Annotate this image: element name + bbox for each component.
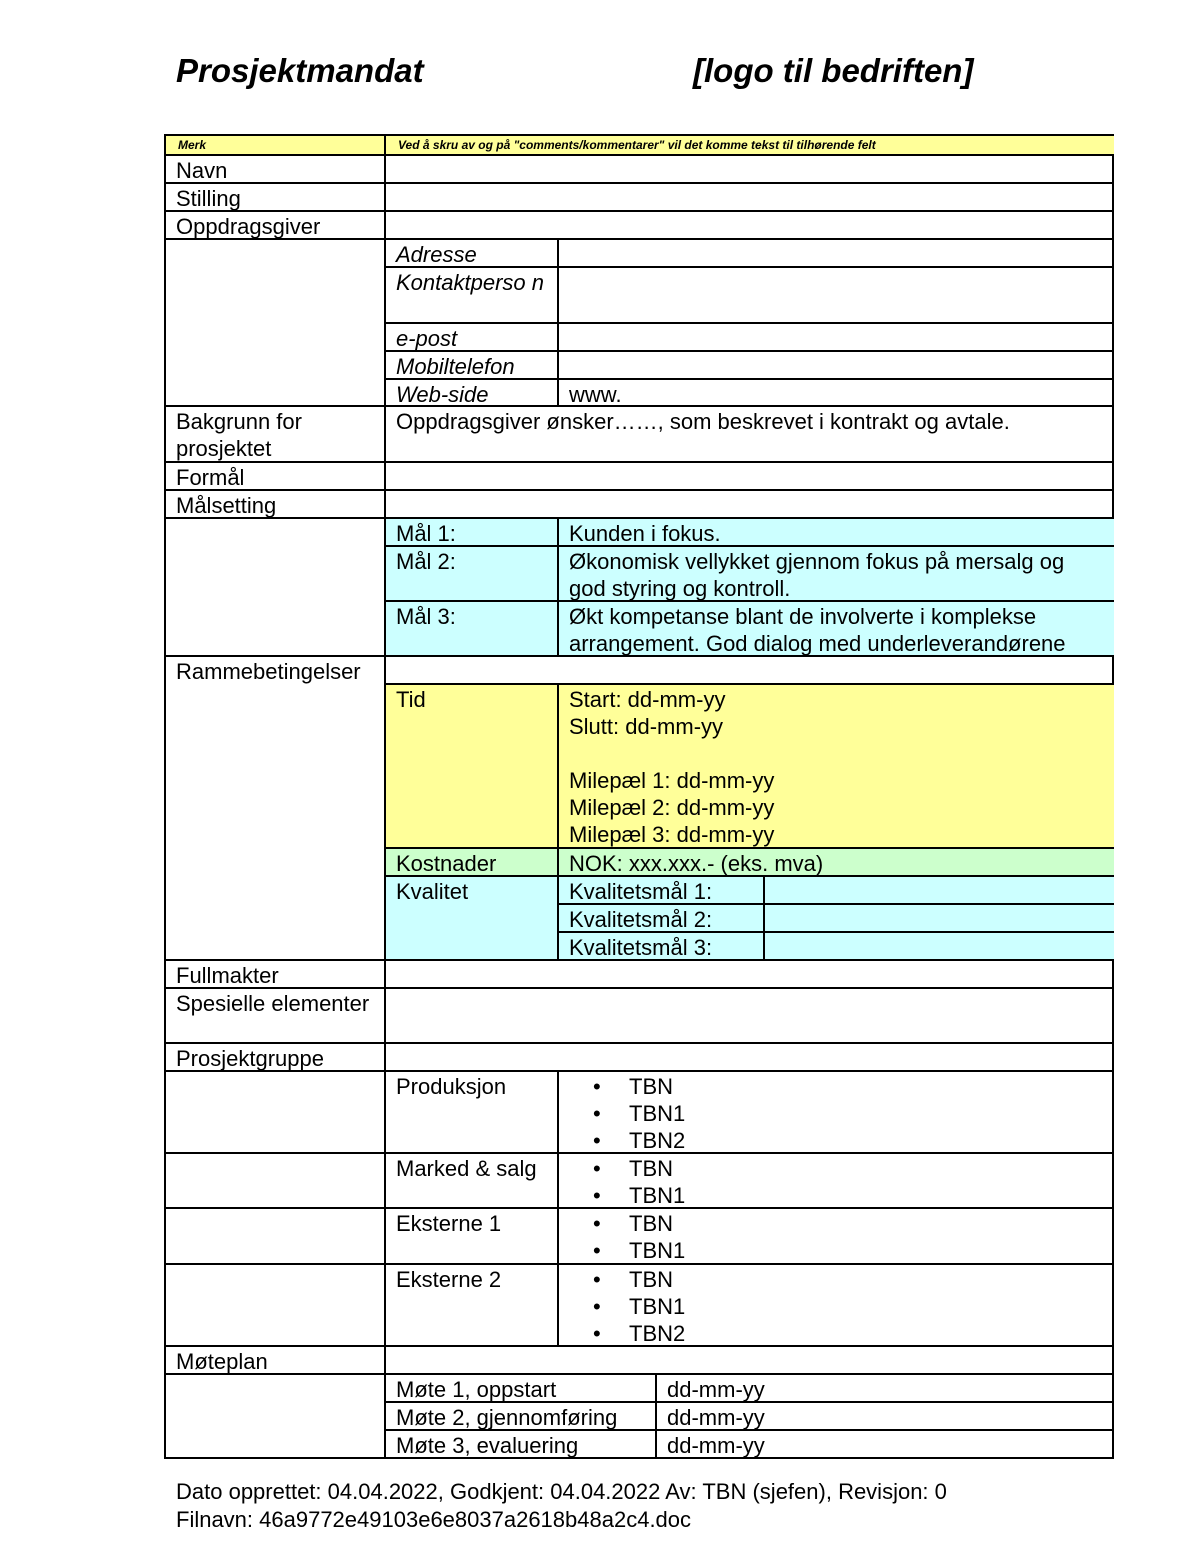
label-kontaktperson: Kontaktperso n — [386, 268, 559, 324]
member-item: • TBN — [559, 1266, 1104, 1293]
label-kvalitet: Kvalitet — [386, 877, 559, 961]
label-oppdragsgiver: Oppdragsgiver — [166, 212, 386, 240]
label-webside: Web-side — [386, 380, 559, 407]
member-item: • TBN1 — [559, 1293, 1104, 1320]
goal-text[interactable]: Økonomisk vellykket gjennom fokus på mersalg og god styring og kontroll. — [559, 547, 1114, 602]
goal-text[interactable]: Økt kompetanse blant de involverte i komplekse arrangement. God dialog med underleverandørene — [559, 602, 1114, 657]
field-bakgrunn[interactable]: Oppdragsgiver ønsker……, som beskrevet i kontrakt og avtale. — [386, 407, 1114, 463]
field-formal[interactable] — [386, 463, 1114, 491]
group-members[interactable] — [559, 1072, 1114, 1154]
tid-line — [569, 740, 1104, 767]
tid-line: Milepæl 3: dd-mm-yy — [569, 822, 775, 847]
meeting-label: Møte 3, evaluering — [386, 1431, 657, 1459]
member-item: • TBN1 — [559, 1237, 1104, 1264]
member-item: • TBN1 — [559, 1100, 1104, 1127]
field-moteplan[interactable] — [386, 1347, 1114, 1375]
kvalitet-item: Kvalitetsmål 2: — [559, 905, 765, 933]
label-navn: Navn — [166, 156, 386, 184]
group-spacer — [166, 1209, 386, 1265]
group-spacer — [166, 1154, 386, 1209]
tid-line: Start: dd-mm-yy — [569, 687, 726, 712]
field-stilling[interactable] — [386, 184, 1114, 212]
group-spacer — [166, 1072, 386, 1154]
member-item: • TBN1 — [559, 1182, 1104, 1209]
contact-spacer — [166, 240, 386, 407]
group-members[interactable] — [559, 1209, 1114, 1265]
tid-line: Milepæl 2: dd-mm-yy — [569, 795, 775, 820]
meeting-label: Møte 2, gjennomføring — [386, 1403, 657, 1431]
tid-line: Slutt: dd-mm-yy — [569, 714, 724, 739]
field-navn[interactable] — [386, 156, 1114, 184]
field-kontaktperson[interactable] — [559, 268, 1114, 324]
label-spesielle: Spesielle elementer — [166, 989, 386, 1044]
goal-label: Mål 3: — [386, 602, 559, 657]
kvalitet-value[interactable] — [765, 905, 1114, 933]
goals-spacer — [166, 519, 386, 657]
meeting-date[interactable]: dd-mm-yy — [667, 1433, 765, 1458]
field-tid[interactable] — [559, 685, 1114, 849]
group-members[interactable] — [559, 1154, 1114, 1209]
field-spesielle[interactable] — [386, 989, 1114, 1044]
group-members[interactable] — [559, 1265, 1114, 1347]
kvalitet-value[interactable] — [765, 877, 1114, 905]
group-label: Marked & salg — [386, 1154, 559, 1209]
field-kostnader[interactable]: NOK: xxx.xxx.- (eks. mva) — [559, 849, 1114, 877]
field-oppdragsgiver[interactable] — [386, 212, 1114, 240]
label-fullmakter: Fullmakter — [166, 961, 386, 989]
goal-label: Mål 2: — [386, 547, 559, 602]
label-tid: Tid — [386, 685, 559, 849]
label-bakgrunn: Bakgrunn for prosjektet — [166, 407, 386, 463]
footer-date-line: Dato opprettet: 04.04.2022, Godkjent: 04.04.2022 Av: TBN (sjefen), Revisjon: 0 — [176, 1479, 947, 1504]
group-spacer — [166, 1265, 386, 1347]
group-label: Produksjon — [386, 1072, 559, 1154]
member-item: • TBN2 — [559, 1127, 1104, 1154]
field-mobil[interactable] — [559, 352, 1114, 380]
kvalitet-item: Kvalitetsmål 3: — [559, 933, 765, 961]
label-adresse: Adresse — [386, 240, 559, 268]
label-moteplan: Møteplan — [166, 1347, 386, 1375]
note-text: Ved å skru av og på "comments/kommentarer" vil det komme tekst til tilhørende felt — [386, 136, 1114, 156]
goal-label: Mål 1: — [386, 519, 559, 547]
label-kostnader: Kostnader — [386, 849, 559, 877]
label-epost: e-post — [386, 324, 559, 352]
field-malsetting[interactable] — [386, 491, 1114, 519]
kvalitet-value[interactable] — [765, 933, 1114, 961]
meeting-date[interactable]: dd-mm-yy — [657, 1375, 1114, 1403]
field-epost[interactable] — [559, 324, 1114, 352]
field-rammebetingelser[interactable] — [386, 657, 1114, 685]
note-label: Merk — [166, 136, 386, 156]
project-mandate-table — [164, 134, 1114, 1459]
member-item: • TBN — [559, 1073, 1104, 1100]
logo-placeholder: [logo til bedriften] — [693, 52, 974, 89]
field-webside[interactable]: www. — [559, 380, 1114, 407]
label-rammebetingelser: Rammebetingelser — [166, 657, 386, 961]
group-label: Eksterne 2 — [386, 1265, 559, 1347]
group-label: Eksterne 1 — [386, 1209, 559, 1265]
goal-text[interactable]: Kunden i fokus. — [559, 519, 1114, 547]
label-stilling: Stilling — [166, 184, 386, 212]
meeting-spacer — [166, 1375, 386, 1459]
label-mobil: Mobiltelefon — [386, 352, 559, 380]
member-item: • TBN — [559, 1155, 1104, 1182]
kvalitet-item: Kvalitetsmål 1: — [559, 877, 765, 905]
label-prosjektgruppe: Prosjektgruppe — [166, 1044, 386, 1072]
page-title: Prosjektmandat — [176, 52, 424, 89]
tid-line: Milepæl 1: dd-mm-yy — [569, 768, 775, 793]
meeting-label: Møte 1, oppstart — [386, 1375, 657, 1403]
document-footer — [176, 1478, 947, 1534]
member-item: • TBN — [559, 1210, 1104, 1237]
member-item: • TBN2 — [559, 1320, 1104, 1347]
label-malsetting: Målsetting — [166, 491, 386, 519]
field-prosjektgruppe[interactable] — [386, 1044, 1114, 1072]
label-formal: Formål — [166, 463, 386, 491]
field-adresse[interactable] — [559, 240, 1114, 268]
footer-filename-line: Filnavn: 46a9772e49103e6e8037a2618b48a2c4.doc — [176, 1507, 692, 1532]
field-fullmakter[interactable] — [386, 961, 1114, 989]
meeting-date[interactable]: dd-mm-yy — [657, 1403, 1114, 1431]
